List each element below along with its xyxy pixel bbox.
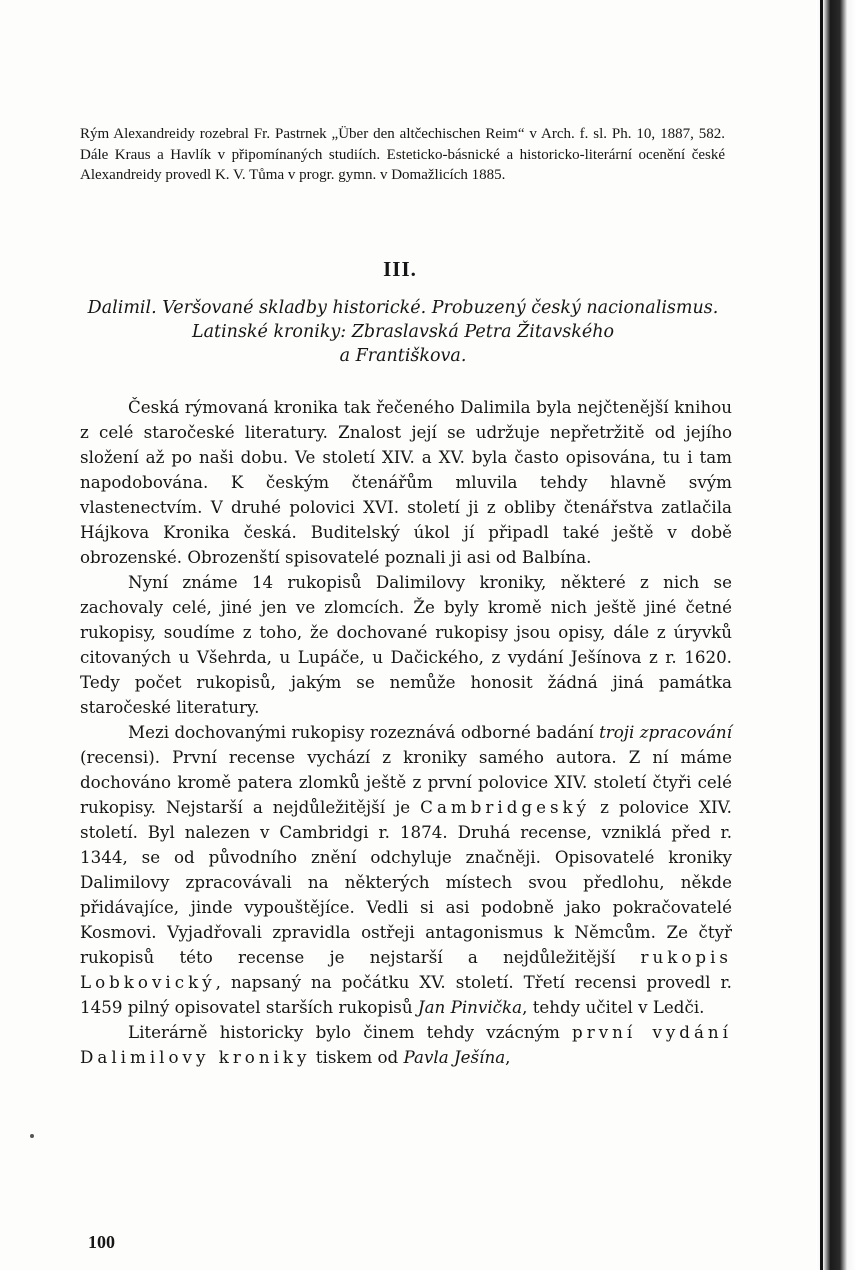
paragraph-4 [80,1020,732,1070]
page-gutter-line [820,0,823,1270]
paragraph-2: Nyní známe 14 rukopisů Dalimilovy kroniky, některé z nich se zachovaly celé, jiné jen ve zlomcích. Že byly kromě nich ještě jiné četné rukopisy, soudíme z toho, že dochované rukopisy jsou opisy, dále z úryvků citovaných u Všehrda, u Lupáče, u Dačického, z vydání Ješínova z r. 1620. Tedy počet rukopisů, jakým se nemůže honosit žádná jiná památka staročeské literatury. [80,572,732,717]
italic-name: Jan Pinvička [417,997,523,1017]
text-run: Mezi dochovanými rukopisy rozeznává odborné badání [128,722,600,742]
footnote-block [80,124,725,186]
section-number: III. [383,257,417,281]
paragraph-3 [80,720,732,1020]
paragraph-1: Česká rýmovaná kronika tak řečeného Dalimila byla nejčtenější knihou z celé staročeské literatury. Znalost její se udržuje nepřetržitě od jejího složení až po naši dobu. Ve století XIV. a XV. byla často opisována, tu i tam napodobována. K českým čtenářům mluvila tehdy hlavně svým vlastenectvím. V druhé polovici XVI. století ji z obliby čtenářstva zatlačila Hájkova Kronika česká. Buditelský úkol jí připadl také ještě v době obrozenské. Obrozenští spisovatelé poznali ji asi od Balbína. [80,397,732,567]
italic-phrase: troji zpracování [599,722,732,742]
text-run: z polovice XIV. století. Byl nalezen v Cambridgi r. 1874. Druhá recense, vzniklá před r. 1344, se od původního znění odchyluje značněji. Opisovatelé kroniky Dalimilovy zpracovávali na některých místech svou předlohu, někde přidávajíce, jinde vypouštějíce. Vedli si asi podobně jako pokračovatelé Kosmovi. Vyjadřovali zpravidla ostřeji antagonismus k Němcům. Ze čtyř rukopisů této recense je nejstarší a nejdůležitější [80,797,732,967]
text-run: Literárně historicky bylo činem tehdy vzácným [128,1022,573,1042]
section-title-line: Dalimil. Veršované skladby historické. Probuzený český nacionalismus. Latinské kroniky: Zbraslavská Petra Žitavského [87,298,719,342]
spaced-phrase: Cambridgeský [420,797,591,817]
section-title-line: a Františkova. [339,346,467,366]
page-number: 100 [88,1232,115,1252]
body-text [80,395,732,1070]
text-run: , tehdy učitel v Ledči. [522,997,705,1017]
spaced-phrase: první vydání Dalimilovy kroniky [80,1022,733,1067]
text-run: tiskem od [310,1047,404,1067]
text-run: , [505,1047,511,1067]
spaced-phrase: rukopis Lobkovický [80,947,732,992]
section-title [78,296,728,368]
italic-name: Pavla Ješína [403,1047,506,1067]
margin-dot [30,1134,34,1138]
text-run: , napsaný na počátku XV. století. Třetí recensi provedl r. 1459 pilný opisovatel starších rukopisů [80,972,732,1017]
text-run: (recensi). První recense vychází z kroniky samého autora. Z ní máme dochováno kromě patera zlomků ještě z první polovice XIV. století čtyři celé rukopisy. Nejstarší a nejdůležitější je [80,747,732,817]
footnote-text: Rým Alexandreidy rozebral Fr. Pastrnek „Über den altčechischen Reim“ v Arch. f. sl. Ph. 10, 1887, 582. Dále Kraus a Havlík v připomínaných studiích. Esteticko-básnické a historicko-literární ocenění české Alexandreidy provedl K. V. Tůma v progr. gymn. v Domažlicích 1885. [80,126,725,183]
